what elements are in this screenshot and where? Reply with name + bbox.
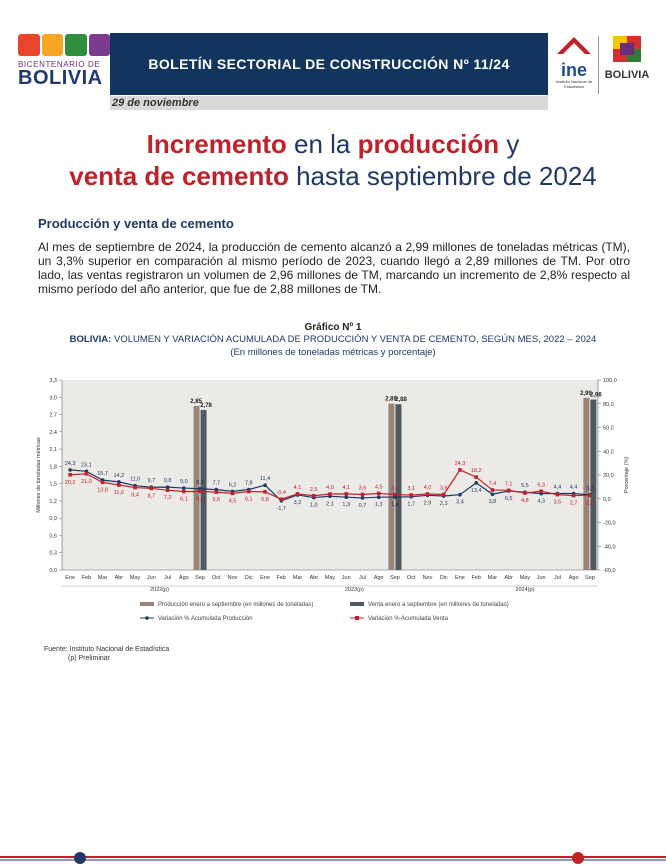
- month-label: Feb: [81, 575, 92, 581]
- sales-variation-label: 2,8: [586, 500, 594, 507]
- production-bar-label: 2,89: [385, 396, 397, 403]
- month-label: Mar: [487, 575, 498, 581]
- sales-bar-label: 2,88: [395, 397, 407, 404]
- y-axis-title: Millones de toneladas métricas: [36, 437, 42, 513]
- production-variation-label: 15,7: [97, 471, 108, 478]
- preliminary-note: (p) Preliminar: [68, 655, 111, 662]
- title-word-hasta: hasta septiembre de 2024: [288, 161, 597, 191]
- sales-variation-label: 7,1: [504, 481, 513, 488]
- chart-label: Gráfico Nº 1: [304, 322, 362, 333]
- production-variation-label: 6,5: [504, 496, 513, 503]
- production-variation-label: 1,0: [309, 502, 318, 509]
- month-label: Ene: [260, 575, 270, 581]
- title-word-venta: venta de cemento: [69, 161, 289, 191]
- month-label: Mar: [292, 575, 303, 581]
- month-label: Abr: [114, 575, 124, 581]
- legend-prod-line-text: Variación % Acumulada Producción: [158, 616, 253, 622]
- sales-variation-point: [442, 493, 446, 497]
- production-variation-point: [182, 486, 186, 490]
- month-label: Jul: [553, 575, 561, 581]
- production-variation-label: 11,4: [259, 476, 271, 483]
- production-variation-label: 0,7: [358, 502, 367, 509]
- sales-variation-point: [247, 490, 251, 494]
- chart-subtitle: [0, 334, 666, 345]
- sales-variation-point: [133, 486, 137, 490]
- month-label: Dic: [244, 575, 253, 581]
- production-variation-label: 9,0: [179, 479, 188, 486]
- month-label: Sep: [195, 575, 205, 581]
- sales-variation-label: 4,5: [374, 484, 383, 491]
- legend-sales-marker: [355, 616, 359, 620]
- chart-subtitle-bold: BOLIVIA:: [69, 334, 112, 345]
- y-tick-label: 0,6: [49, 533, 57, 540]
- production-variation-label: 11,0: [129, 476, 141, 483]
- sales-variation-point: [68, 473, 72, 477]
- production-variation-label: 24,3: [64, 460, 76, 467]
- month-label: May: [324, 575, 336, 581]
- production-variation-label: 2,1: [326, 501, 334, 508]
- sales-variation-point: [539, 489, 543, 493]
- production-variation-point: [263, 483, 267, 487]
- sales-variation-point: [198, 490, 202, 494]
- production-bar-label: 2,85: [190, 398, 202, 405]
- sales-variation-label: 4,5: [228, 498, 237, 505]
- y-tick-label: 2,1: [49, 447, 57, 454]
- ine-mountain-icon: [553, 34, 595, 56]
- y-tick-label: 1,2: [49, 498, 57, 505]
- sales-variation-point: [393, 493, 397, 497]
- sales-variation-point: [523, 491, 527, 495]
- legend-prod-marker: [145, 616, 149, 620]
- sales-variation-point: [215, 490, 219, 494]
- month-label: Oct: [406, 575, 416, 581]
- sales-variation-point: [344, 492, 348, 496]
- sales-variation-label: 13,8: [97, 487, 108, 494]
- month-label: Ago: [373, 575, 384, 581]
- sales-variation-point: [556, 493, 560, 497]
- bulletin-banner: [110, 33, 548, 95]
- production-variation-point: [361, 496, 365, 500]
- logo-square-green: [65, 34, 87, 56]
- chart-subtitle-text: VOLUMEN Y VARIACIÓN ACUMULADA DE PRODUCCIÓN Y VENTA DE CEMENTO, SEGÚN MES, 2022 – 2024: [111, 334, 597, 345]
- month-label: Abr: [309, 575, 319, 581]
- y2-tick-label: -20,0: [603, 520, 616, 527]
- y2-tick-label: 40,0: [603, 449, 614, 456]
- sales-variation-label: 3,6: [358, 485, 367, 492]
- bicentenario-logo: [18, 34, 110, 96]
- month-label: Jul: [164, 575, 172, 581]
- sales-variation-label: 5,8: [261, 496, 269, 503]
- month-label: Ene: [455, 575, 465, 581]
- production-variation-point: [344, 495, 348, 499]
- month-label: Jun: [341, 575, 351, 581]
- month-label: May: [519, 575, 531, 581]
- production-variation-label: 1,4: [391, 502, 399, 509]
- cement-chart: [0, 360, 666, 670]
- production-variation-label: 4,3: [537, 498, 545, 505]
- legend-sales-line-text: Variación % Acumulada Venta: [368, 616, 448, 622]
- footer-decoration: [0, 845, 666, 867]
- production-variation-label: -1,7: [276, 505, 287, 512]
- title-word-produccion: producción: [357, 129, 500, 159]
- production-variation-point: [377, 495, 381, 499]
- production-variation-point: [458, 493, 462, 497]
- production-variation-label: 3,4: [456, 499, 464, 506]
- source-note: Fuente: Instituto Nacional de Estadística: [44, 646, 170, 653]
- month-label: Feb: [276, 575, 287, 581]
- legend-sales-text: Venta enero a septiembre (en millones de toneladas): [368, 602, 509, 608]
- sales-bar-label: 2,78: [200, 402, 212, 409]
- sales-variation-point: [377, 492, 381, 496]
- sales-variation-label: -0,4: [276, 490, 287, 497]
- sales-variation-label: 3,5: [553, 499, 562, 506]
- header-divider: [598, 36, 599, 94]
- production-variation-label: 6,2: [228, 482, 237, 489]
- sales-bar: [590, 400, 596, 570]
- sales-variation-point: [588, 494, 592, 498]
- production-variation-label: 13,4: [470, 487, 482, 494]
- title-word-incremento: Incremento: [146, 129, 287, 159]
- month-label: Sep: [390, 575, 400, 581]
- sales-variation-label: 6,3: [537, 482, 545, 489]
- sales-variation-label: 2,5: [309, 486, 318, 493]
- month-label: Abr: [504, 575, 513, 581]
- production-variation-label: 1,3: [342, 502, 351, 509]
- y2-tick-label: 20,0: [603, 473, 614, 479]
- production-variation-label: 3,3: [586, 485, 594, 492]
- month-label: Oct: [212, 575, 221, 581]
- sales-variation-point: [328, 492, 332, 496]
- y2-tick-label: 100,0: [603, 378, 617, 384]
- main-title-line-1: [0, 129, 666, 160]
- government-text: BOLIVIA: [604, 69, 650, 81]
- logo-square-red: [18, 34, 40, 56]
- sales-variation-label: 24,3: [454, 460, 466, 467]
- production-variation-point: [166, 485, 170, 489]
- production-variation-label: 7,8: [244, 480, 253, 487]
- chart-units: (En millones de toneladas métricas y porcentaje): [230, 347, 436, 358]
- sales-variation-label: 2,7: [569, 500, 578, 507]
- production-variation-point: [474, 481, 478, 485]
- month-label: Jul: [358, 575, 367, 581]
- production-variation-label: 8,4: [196, 479, 204, 486]
- ine-subtext: Instituto Nacional de Estadística: [555, 79, 593, 89]
- sales-variation-point: [85, 472, 89, 476]
- y-tick-label: 2,7: [49, 412, 57, 419]
- production-variation-label: 2,3: [439, 501, 448, 508]
- sales-variation-point: [474, 475, 478, 479]
- production-variation-label: 7,7: [212, 480, 221, 487]
- y-tick-label: 0,0: [49, 568, 57, 574]
- ine-logo: [553, 34, 595, 94]
- y-tick-label: 0,3: [49, 550, 57, 557]
- logo-small-text: BICENTENARIO DE: [18, 60, 101, 69]
- sales-variation-label: 21,0: [81, 478, 92, 485]
- production-bar: [583, 398, 589, 570]
- month-label: Feb: [471, 575, 481, 581]
- sales-variation-point: [572, 494, 576, 498]
- sales-variation-point: [182, 490, 186, 494]
- month-label: Ene: [65, 575, 76, 581]
- logo-square-purple: [89, 34, 111, 56]
- sales-variation-label: 4,1: [342, 484, 351, 491]
- production-variation-label: 3,2: [293, 499, 302, 506]
- production-variation-point: [117, 480, 121, 484]
- sales-variation-point: [166, 488, 170, 492]
- production-variation-label: 1,3: [374, 502, 383, 509]
- chart-background: [62, 380, 598, 570]
- production-variation-point: [491, 492, 495, 496]
- production-variation-label: 4,4: [553, 484, 562, 491]
- production-variation-label: 2,9: [423, 500, 432, 507]
- sales-variation-point: [150, 487, 154, 491]
- sales-variation-point: [101, 481, 105, 485]
- production-variation-label: 4,4: [569, 484, 578, 491]
- sales-variation-label: 18,2: [470, 468, 482, 475]
- sales-variation-point: [279, 497, 283, 501]
- sales-variation-label: 9,4: [131, 492, 139, 499]
- month-label: Jun: [146, 575, 156, 581]
- sales-variation-label: 7,2: [163, 495, 172, 502]
- month-label: Jun: [536, 575, 546, 581]
- title-word-y: y: [499, 129, 520, 159]
- y2-axis-title: Porcentaje (%): [624, 456, 630, 494]
- sales-bar-label: 2,96: [590, 392, 602, 399]
- production-variation-label: 9,7: [147, 478, 156, 485]
- month-label: Mar: [97, 575, 108, 581]
- sales-variation-label: 3,6: [439, 485, 448, 492]
- sales-variation-label: 3,6: [391, 485, 399, 492]
- y-tick-label: 3,0: [49, 395, 57, 402]
- y2-tick-label: 80,0: [603, 401, 614, 408]
- sales-variation-label: 6,1: [179, 496, 188, 503]
- year-label: 2024(p): [515, 587, 535, 593]
- y2-tick-label: -60,0: [603, 568, 616, 574]
- y-tick-label: 0,9: [49, 516, 57, 523]
- sales-variation-point: [312, 494, 316, 498]
- government-emblem-icon: [603, 34, 651, 64]
- sales-variation-label: 11,6: [113, 489, 124, 496]
- sales-variation-label: 8,7: [147, 493, 156, 500]
- sales-variation-point: [507, 489, 511, 493]
- sales-variation-point: [409, 493, 413, 497]
- y-tick-label: 1,8: [49, 464, 57, 471]
- section-heading: Producción y venta de cemento: [38, 216, 234, 231]
- production-variation-label: 3,8: [488, 499, 497, 506]
- sales-variation-label: 6,2: [196, 496, 204, 503]
- production-variation-point: [68, 468, 72, 472]
- section-paragraph: Al mes de septiembre de 2024, la producción de cemento alcanzó a 2,99 millones de toneladas métricas (TM), un 3,3% superior en comparación al mismo período de 2023, cuando llegó a 2,89 millones de TM. Por otro lado, las ventas registraron un volumen de 2,96 millones de TM, marcando un incremento de 2,8% respecto al mismo período del año anterior, que fue de 2,88 millones de TM.: [38, 240, 630, 296]
- government-logo: [603, 34, 651, 94]
- month-label: Nov: [227, 575, 238, 581]
- ine-text: ine: [560, 60, 587, 80]
- production-variation-label: 5,5: [521, 483, 529, 490]
- sales-variation-label: 6,1: [244, 496, 253, 503]
- production-variation-label: 14,2: [113, 472, 125, 479]
- sales-variation-point: [117, 483, 121, 487]
- main-title-line-2: [0, 161, 666, 192]
- production-variation-label: 9,8: [163, 478, 172, 485]
- sales-variation-label: 4,8: [521, 498, 529, 505]
- production-variation-label: 23,1: [81, 462, 92, 469]
- logo-squares: [18, 34, 110, 56]
- sales-variation-label: 4,0: [326, 485, 334, 491]
- sales-variation-point: [263, 490, 267, 494]
- year-label: 2022(p): [149, 587, 169, 593]
- sales-variation-point: [426, 492, 430, 496]
- sales-variation-label: 5,6: [212, 497, 221, 504]
- sales-variation-point: [296, 492, 300, 496]
- y2-tick-label: -40,0: [603, 544, 616, 551]
- month-label: Dic: [439, 575, 448, 581]
- sales-variation-label: 4,0: [423, 485, 432, 491]
- production-variation-label: 1,7: [407, 501, 416, 508]
- legend-production-swatch: [140, 602, 154, 606]
- logo-big-text: BOLIVIA: [18, 67, 103, 89]
- sales-variation-label: 7,4: [488, 480, 497, 487]
- production-bar-label: 2,99: [580, 390, 592, 397]
- year-label: 2023(p): [344, 587, 364, 593]
- y2-tick-label: 0,0: [603, 496, 611, 503]
- month-label: Ago: [568, 575, 579, 581]
- y2-tick-label: 60,0: [603, 425, 614, 432]
- banner-title: BOLETÍN SECTORIAL DE CONSTRUCCIÓN Nº 11/24: [148, 56, 510, 72]
- sales-variation-point: [361, 493, 365, 497]
- y-tick-label: 1,5: [49, 481, 57, 488]
- month-label: Sep: [584, 575, 595, 581]
- y-tick-label: 2,4: [49, 429, 57, 436]
- sales-variation-point: [458, 468, 462, 472]
- legend-production-text: Producción enero a septiembre (en millones de toneladas): [158, 602, 314, 608]
- sales-variation-point: [491, 488, 495, 492]
- title-word-en-la: en la: [286, 129, 358, 159]
- month-label: May: [129, 575, 141, 581]
- sales-variation-label: 20,2: [64, 479, 76, 486]
- logo-square-yellow: [42, 34, 64, 56]
- month-label: Ago: [178, 575, 189, 581]
- legend-sales-swatch: [350, 602, 364, 606]
- sales-variation-label: 3,1: [407, 486, 416, 493]
- month-label: Nov: [422, 575, 433, 581]
- sales-variation-label: 4,1: [293, 484, 302, 491]
- publication-date: 29 de noviembre: [112, 97, 199, 109]
- sales-variation-point: [231, 492, 235, 496]
- y-tick-label: 3,3: [49, 378, 57, 384]
